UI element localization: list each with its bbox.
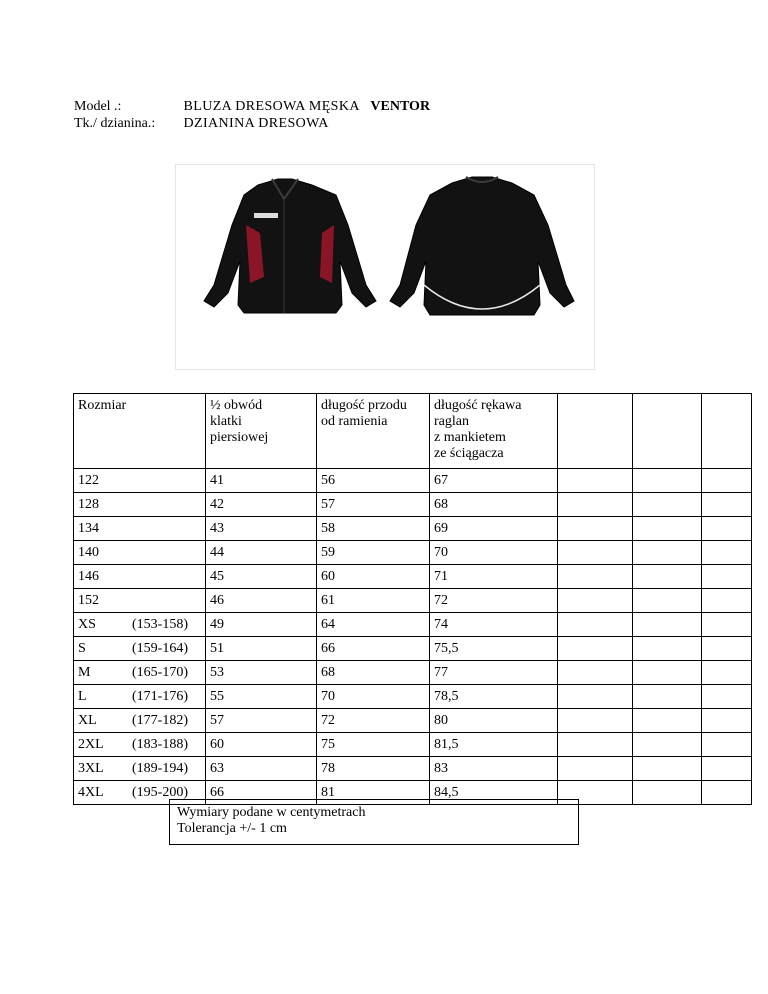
cell-size — [74, 589, 206, 613]
cell-empty — [702, 733, 752, 757]
cell-empty — [633, 469, 702, 493]
cell-front-length: 58 — [317, 517, 430, 541]
header-empty — [702, 394, 752, 469]
cell-size — [74, 637, 206, 661]
cell-size — [74, 469, 206, 493]
size-label: 140 — [78, 545, 99, 560]
table-row — [74, 685, 752, 709]
table-row — [74, 613, 752, 637]
size-label: L — [78, 689, 87, 704]
cell-chest: 60 — [206, 733, 317, 757]
product-photo — [175, 164, 595, 370]
cell-empty — [558, 637, 633, 661]
cell-empty — [633, 541, 702, 565]
cell-empty — [702, 709, 752, 733]
cell-chest: 46 — [206, 589, 317, 613]
header-front-length: długość przodu od ramienia — [317, 394, 430, 469]
cell-empty — [633, 781, 702, 805]
cell-chest: 63 — [206, 757, 317, 781]
cell-sleeve-length: 83 — [430, 757, 558, 781]
size-label: 152 — [78, 593, 99, 608]
cell-empty — [702, 469, 752, 493]
cell-size — [74, 493, 206, 517]
model-brand: VENTOR — [370, 99, 431, 114]
cell-empty — [702, 685, 752, 709]
cell-empty — [702, 493, 752, 517]
cell-empty — [558, 469, 633, 493]
size-label: 3XL — [78, 761, 104, 776]
cell-front-length: 60 — [317, 565, 430, 589]
cell-chest: 51 — [206, 637, 317, 661]
cell-empty — [558, 517, 633, 541]
model-label: Model .: — [74, 99, 122, 114]
table-row — [74, 661, 752, 685]
cell-chest: 41 — [206, 469, 317, 493]
cell-front-length: 70 — [317, 685, 430, 709]
cell-front-length: 64 — [317, 613, 430, 637]
cell-size — [74, 709, 206, 733]
cell-empty — [633, 757, 702, 781]
cell-empty — [633, 565, 702, 589]
size-label: XL — [78, 713, 97, 728]
cell-size — [74, 733, 206, 757]
header-size: Rozmiar — [74, 394, 206, 469]
size-label: M — [78, 665, 91, 680]
jacket-back-icon — [390, 177, 574, 315]
cell-empty — [558, 661, 633, 685]
cell-empty — [702, 781, 752, 805]
cell-chest: 55 — [206, 685, 317, 709]
table-row — [74, 541, 752, 565]
cell-empty — [702, 613, 752, 637]
cell-empty — [633, 661, 702, 685]
cell-chest: 42 — [206, 493, 317, 517]
cell-sleeve-length: 84,5 — [430, 781, 558, 805]
cell-size — [74, 541, 206, 565]
cell-size — [74, 757, 206, 781]
cell-front-length: 59 — [317, 541, 430, 565]
cell-chest: 53 — [206, 661, 317, 685]
measurement-note — [169, 799, 579, 845]
cell-size — [74, 517, 206, 541]
cell-empty — [702, 757, 752, 781]
cell-empty — [558, 685, 633, 709]
cell-size — [74, 685, 206, 709]
model-value: BLUZA DRESOWA MĘSKA — [183, 99, 360, 114]
cell-empty — [558, 613, 633, 637]
cell-sleeve-length: 68 — [430, 493, 558, 517]
cell-size — [74, 613, 206, 637]
cell-size — [74, 565, 206, 589]
cell-empty — [558, 589, 633, 613]
cell-empty — [702, 517, 752, 541]
header-chest: ½ obwód klatki piersiowej — [206, 394, 317, 469]
cell-size — [74, 661, 206, 685]
height-range: (159-164) — [132, 641, 188, 656]
cell-empty — [558, 733, 633, 757]
cell-sleeve-length: 67 — [430, 469, 558, 493]
cell-front-length: 68 — [317, 661, 430, 685]
height-range: (189-194) — [132, 761, 188, 776]
cell-sleeve-length: 72 — [430, 589, 558, 613]
height-range: (171-176) — [132, 689, 188, 704]
cell-empty — [633, 493, 702, 517]
cell-sleeve-length: 78,5 — [430, 685, 558, 709]
size-label: XS — [78, 617, 96, 632]
note-units: Wymiary podane w centymetrach — [177, 805, 366, 820]
cell-front-length: 66 — [317, 637, 430, 661]
cell-sleeve-length: 74 — [430, 613, 558, 637]
height-range: (153-158) — [132, 617, 188, 632]
height-range: (183-188) — [132, 737, 188, 752]
cell-chest: 57 — [206, 709, 317, 733]
note-tolerance: Tolerancja +/- 1 cm — [177, 821, 287, 836]
size-label: 4XL — [78, 785, 104, 800]
size-table — [73, 393, 752, 805]
cell-empty — [702, 541, 752, 565]
cell-empty — [558, 709, 633, 733]
cell-sleeve-length: 70 — [430, 541, 558, 565]
cell-chest: 45 — [206, 565, 317, 589]
table-row — [74, 733, 752, 757]
header-empty — [633, 394, 702, 469]
cell-empty — [558, 493, 633, 517]
cell-empty — [633, 733, 702, 757]
cell-empty — [558, 541, 633, 565]
model-line — [74, 99, 430, 115]
size-label: 128 — [78, 497, 99, 512]
cell-sleeve-length: 80 — [430, 709, 558, 733]
height-range: (177-182) — [132, 713, 188, 728]
cell-front-length: 72 — [317, 709, 430, 733]
table-row — [74, 637, 752, 661]
cell-chest: 43 — [206, 517, 317, 541]
cell-empty — [702, 637, 752, 661]
header-empty — [558, 394, 633, 469]
cell-front-length: 78 — [317, 757, 430, 781]
cell-sleeve-length: 75,5 — [430, 637, 558, 661]
cell-chest: 66 — [206, 781, 317, 805]
size-label: 2XL — [78, 737, 104, 752]
cell-empty — [633, 685, 702, 709]
table-row — [74, 469, 752, 493]
table-row — [74, 517, 752, 541]
table-row — [74, 565, 752, 589]
height-range: (165-170) — [132, 665, 188, 680]
fabric-value: DZIANINA DRESOWA — [183, 116, 329, 131]
table-row — [74, 757, 752, 781]
cell-empty — [702, 565, 752, 589]
cell-chest: 49 — [206, 613, 317, 637]
jacket-front-icon — [204, 179, 376, 313]
size-label: 122 — [78, 473, 99, 488]
cell-empty — [558, 565, 633, 589]
cell-empty — [633, 517, 702, 541]
cell-chest: 44 — [206, 541, 317, 565]
size-label: 146 — [78, 569, 99, 584]
fabric-line — [74, 116, 329, 132]
size-label: 134 — [78, 521, 99, 536]
cell-sleeve-length: 69 — [430, 517, 558, 541]
table-row — [74, 709, 752, 733]
cell-front-length: 81 — [317, 781, 430, 805]
table-row — [74, 589, 752, 613]
table-header-row — [74, 394, 752, 469]
cell-empty — [702, 589, 752, 613]
cell-front-length: 57 — [317, 493, 430, 517]
cell-front-length: 75 — [317, 733, 430, 757]
header-sleeve-length: długość rękawa raglan z mankietem ze ściągacza — [430, 394, 558, 469]
table-row — [74, 493, 752, 517]
cell-empty — [558, 757, 633, 781]
fabric-label: Tk./ dzianina.: — [74, 116, 156, 131]
cell-sleeve-length: 71 — [430, 565, 558, 589]
cell-empty — [633, 613, 702, 637]
cell-front-length: 56 — [317, 469, 430, 493]
cell-front-length: 61 — [317, 589, 430, 613]
cell-empty — [633, 709, 702, 733]
cell-sleeve-length: 81,5 — [430, 733, 558, 757]
size-label: S — [78, 641, 86, 656]
cell-empty — [633, 637, 702, 661]
cell-empty — [633, 589, 702, 613]
cell-sleeve-length: 77 — [430, 661, 558, 685]
cell-empty — [702, 661, 752, 685]
height-range: (195-200) — [132, 785, 188, 800]
